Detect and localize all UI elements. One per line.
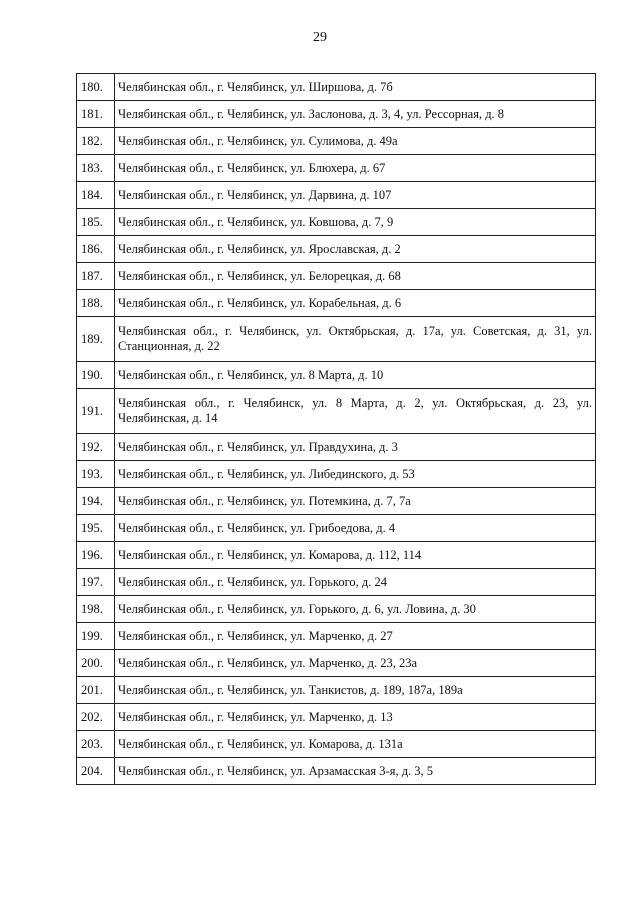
row-number: 188. <box>77 290 115 317</box>
row-number: 204. <box>77 758 115 785</box>
row-address: Челябинская обл., г. Челябинск, ул. Комарова, д. 131а <box>115 731 596 758</box>
row-address: Челябинская обл., г. Челябинск, ул. Либединского, д. 53 <box>115 461 596 488</box>
row-address: Челябинская обл., г. Челябинск, ул. Танкистов, д. 189, 187а, 189а <box>115 677 596 704</box>
row-address: Челябинская обл., г. Челябинск, ул. Белорецкая, д. 68 <box>115 263 596 290</box>
table-row <box>77 263 596 290</box>
table-row <box>77 101 596 128</box>
table-row <box>77 650 596 677</box>
row-address: Челябинская обл., г. Челябинск, ул. Грибоедова, д. 4 <box>115 515 596 542</box>
row-number: 191. <box>77 389 115 434</box>
row-address: Челябинская обл., г. Челябинск, ул. Дарвина, д. 107 <box>115 182 596 209</box>
table-row <box>77 515 596 542</box>
table-row <box>77 434 596 461</box>
page-number: 29 <box>313 30 327 45</box>
table-row <box>77 569 596 596</box>
table-row <box>77 182 596 209</box>
row-number: 194. <box>77 488 115 515</box>
table-row <box>77 128 596 155</box>
table-row <box>77 290 596 317</box>
table-row <box>77 209 596 236</box>
row-number: 183. <box>77 155 115 182</box>
row-number: 187. <box>77 263 115 290</box>
table-row <box>77 362 596 389</box>
table-row <box>77 236 596 263</box>
row-number: 202. <box>77 704 115 731</box>
row-address: Челябинская обл., г. Челябинск, ул. Потемкина, д. 7, 7а <box>115 488 596 515</box>
row-number: 182. <box>77 128 115 155</box>
row-address: Челябинская обл., г. Челябинск, ул. Ширшова, д. 7б <box>115 74 596 101</box>
row-address: Челябинская обл., г. Челябинск, ул. Марченко, д. 13 <box>115 704 596 731</box>
row-address: Челябинская обл., г. Челябинск, ул. Заслонова, д. 3, 4, ул. Рессорная, д. 8 <box>115 101 596 128</box>
row-number: 196. <box>77 542 115 569</box>
row-address: Челябинская обл., г. Челябинск, ул. Горького, д. 24 <box>115 569 596 596</box>
row-address: Челябинская обл., г. Челябинск, ул. Правдухина, д. 3 <box>115 434 596 461</box>
row-address: Челябинская обл., г. Челябинск, ул. 8 Марта, д. 10 <box>115 362 596 389</box>
row-number: 180. <box>77 74 115 101</box>
row-number: 185. <box>77 209 115 236</box>
table-row <box>77 155 596 182</box>
row-number: 195. <box>77 515 115 542</box>
row-address: Челябинская обл., г. Челябинск, ул. 8 Марта, д. 2, ул. Октябрьская, д. 23, ул. Челябинская, д. 14 <box>115 389 596 434</box>
row-address: Челябинская обл., г. Челябинск, ул. Ярославская, д. 2 <box>115 236 596 263</box>
address-table <box>76 73 596 785</box>
row-address: Челябинская обл., г. Челябинск, ул. Корабельная, д. 6 <box>115 290 596 317</box>
row-number: 197. <box>77 569 115 596</box>
row-address: Челябинская обл., г. Челябинск, ул. Арзамасская 3-я, д. 3, 5 <box>115 758 596 785</box>
table-row <box>77 677 596 704</box>
row-number: 199. <box>77 623 115 650</box>
table-row <box>77 488 596 515</box>
row-address: Челябинская обл., г. Челябинск, ул. Марченко, д. 27 <box>115 623 596 650</box>
row-number: 198. <box>77 596 115 623</box>
row-number: 193. <box>77 461 115 488</box>
row-number: 184. <box>77 182 115 209</box>
table-row <box>77 74 596 101</box>
table-row <box>77 758 596 785</box>
address-table-body <box>77 74 596 785</box>
row-number: 181. <box>77 101 115 128</box>
table-row <box>77 389 596 434</box>
row-number: 203. <box>77 731 115 758</box>
row-address: Челябинская обл., г. Челябинск, ул. Сулимова, д. 49а <box>115 128 596 155</box>
table-row <box>77 596 596 623</box>
table-row <box>77 461 596 488</box>
row-address: Челябинская обл., г. Челябинск, ул. Блюхера, д. 67 <box>115 155 596 182</box>
table-row <box>77 317 596 362</box>
row-number: 189. <box>77 317 115 362</box>
row-number: 192. <box>77 434 115 461</box>
row-number: 186. <box>77 236 115 263</box>
table-row <box>77 542 596 569</box>
row-number: 200. <box>77 650 115 677</box>
row-address: Челябинская обл., г. Челябинск, ул. Комарова, д. 112, 114 <box>115 542 596 569</box>
row-address: Челябинская обл., г. Челябинск, ул. Горького, д. 6, ул. Ловина, д. 30 <box>115 596 596 623</box>
table-row <box>77 731 596 758</box>
row-number: 201. <box>77 677 115 704</box>
row-address: Челябинская обл., г. Челябинск, ул. Ковшова, д. 7, 9 <box>115 209 596 236</box>
row-number: 190. <box>77 362 115 389</box>
table-row <box>77 623 596 650</box>
row-address: Челябинская обл., г. Челябинск, ул. Марченко, д. 23, 23а <box>115 650 596 677</box>
table-row <box>77 704 596 731</box>
row-address: Челябинская обл., г. Челябинск, ул. Октябрьская, д. 17а, ул. Советская, д. 31, ул. Станционная, д. 22 <box>115 317 596 362</box>
